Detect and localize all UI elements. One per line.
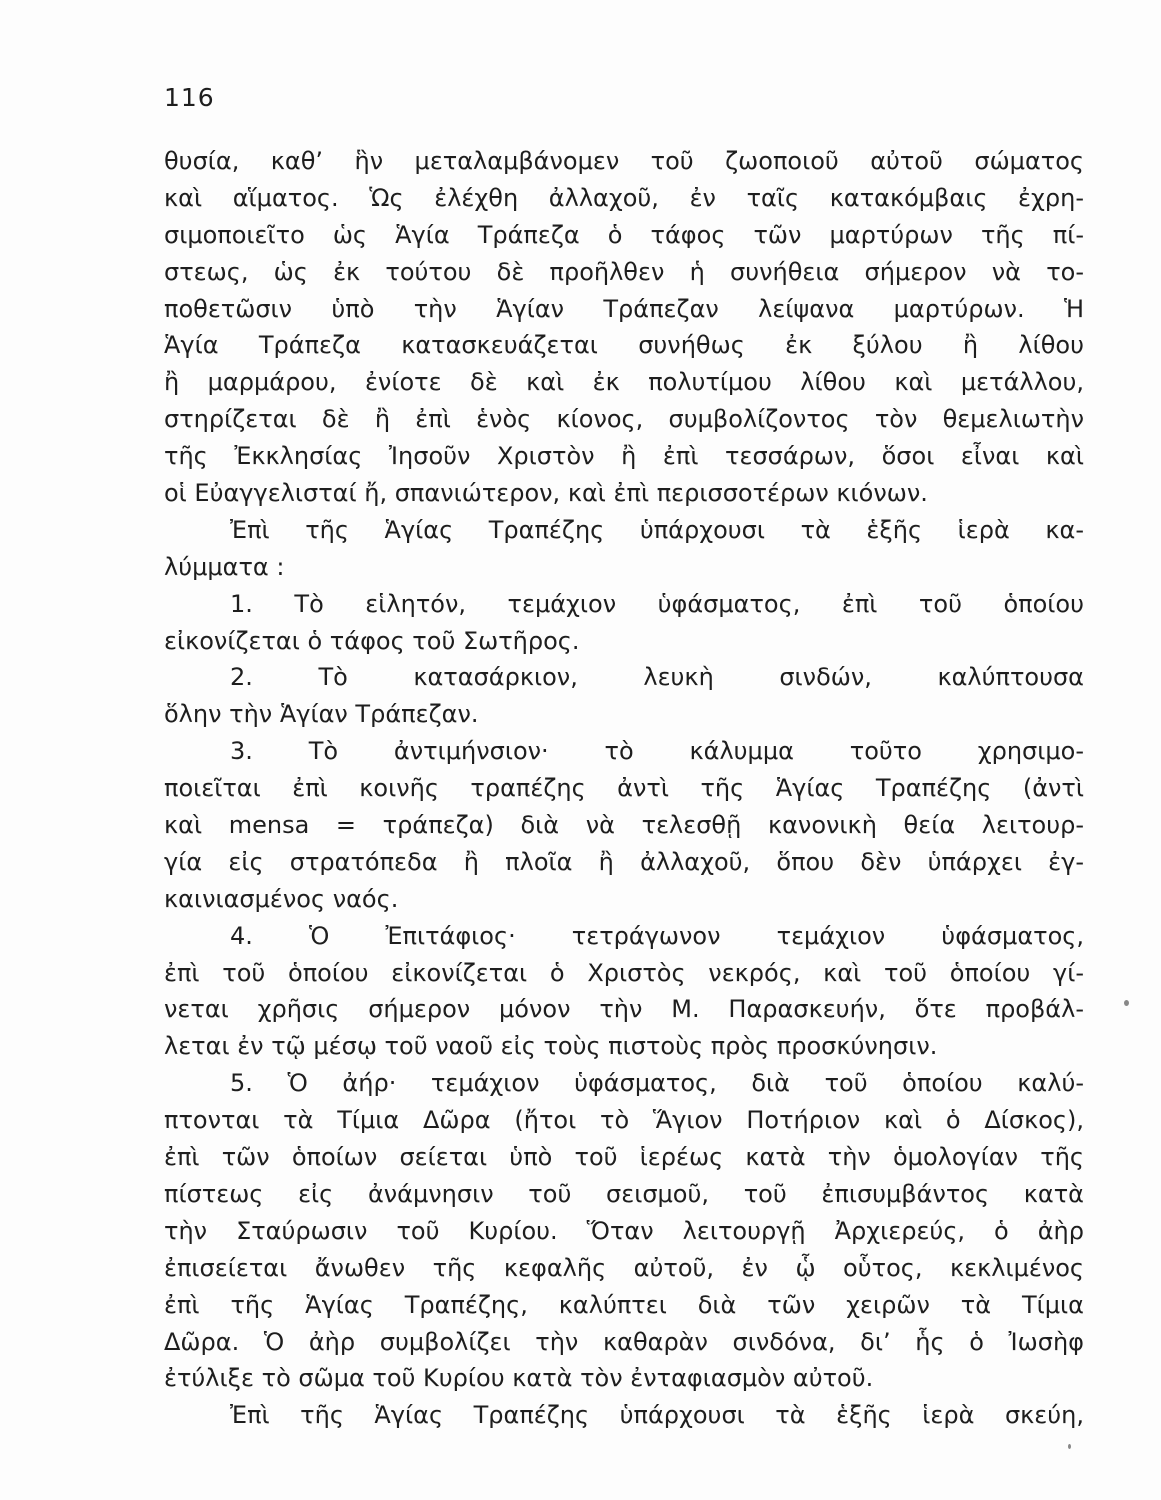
scan-speck xyxy=(1124,1000,1129,1006)
text-line: πτονται τὰ Τίμια Δῶρα (ἤτοι τὸ Ἅγιον Ποτήριον καὶ ὁ Δίσκος), xyxy=(164,1106,1084,1135)
body-text xyxy=(164,143,1084,1434)
text-line: γία εἰς στρατόπεδα ἢ πλοῖα ἢ ἀλλαχοῦ, ὅπου δὲν ὑπάρχει ἐγ- xyxy=(164,847,1084,876)
list-item-2: 2. Τὸ κατασάρκιον, λευκὴ σινδών, καλύπτουσα xyxy=(230,663,1084,692)
list-item-1: 1. Τὸ εἱλητόν, τεμάχιον ὑφάσματος, ἐπὶ τοῦ ὁποίου xyxy=(230,589,1084,618)
text-line: στεως, ὡς ἐκ τούτου δὲ προῆλθεν ἡ συνήθεια σήμερον νὰ το- xyxy=(164,257,1084,286)
text-line: εἰκονίζεται ὁ τάφος τοῦ Σωτῆρος. xyxy=(164,626,580,655)
text-line: τὴν Σταύρωσιν τοῦ Κυρίου. Ὅταν λειτουργῇ Ἀρχιερεύς, ὁ ἀὴρ xyxy=(164,1216,1084,1245)
text-line: πίστεως εἰς ἀνάμνησιν τοῦ σεισμοῦ, τοῦ ἐπισυμβάντος κατὰ xyxy=(164,1179,1084,1208)
page-number: 116 xyxy=(164,83,215,112)
text-line: ὅλην τὴν Ἁγίαν Τράπεζαν. xyxy=(164,700,479,729)
text-line: τῆς Ἐκκλησίας Ἰησοῦν Χριστὸν ἢ ἐπὶ τεσσάρων, ὅσοι εἶναι καὶ xyxy=(164,442,1084,471)
text-line: Δῶρα. Ὁ ἀὴρ συμβολίζει τὴν καθαρὰν σινδόνα, δι’ ἧς ὁ Ἰωσὴφ xyxy=(164,1327,1084,1356)
list-item-4: 4. Ὁ Ἐπιτάφιος· τετράγωνον τεμάχιον ὑφάσματος, xyxy=(230,921,1084,950)
text-line: σιμοποιεῖτο ὡς Ἁγία Τράπεζα ὁ τάφος τῶν μαρτύρων τῆς πί- xyxy=(164,220,1084,249)
text-line: ἐπισείεται ἄνωθεν τῆς κεφαλῆς αὐτοῦ, ἐν ᾧ οὗτος, κεκλιμένος xyxy=(164,1253,1084,1282)
text-line: ποιεῖται ἐπὶ κοινῆς τραπέζης ἀντὶ τῆς Ἁγίας Τραπέζης (ἀντὶ xyxy=(164,774,1084,803)
text-line: ἐπὶ τῶν ὁποίων σείεται ὑπὸ τοῦ ἱερέως κατὰ τὴν ὁμολογίαν τῆς xyxy=(164,1143,1084,1172)
text-line: οἱ Εὐαγγελισταί ἤ, σπανιώτερον, καὶ ἐπὶ περισσοτέρων κιόνων. xyxy=(164,479,928,508)
text-line: Ἁγία Τράπεζα κατασκευάζεται συνήθως ἐκ ξύλου ἢ λίθου xyxy=(164,331,1084,360)
text-line: ἐπὶ τῆς Ἁγίας Τραπέζης, καλύπτει διὰ τῶν χειρῶν τὰ Τίμια xyxy=(164,1290,1084,1319)
text-line: καὶ mensa = τράπεζα) διὰ νὰ τελεσθῇ κανονικὴ θεία λειτουρ- xyxy=(164,811,1084,840)
text-line: λύμματα : xyxy=(164,552,285,581)
text-line: στηρίζεται δὲ ἢ ἐπὶ ἑνὸς κίονος, συμβολίζοντος τὸν θεμελιωτὴν xyxy=(164,405,1084,434)
text-line: θυσία, καθ’ ἣν μεταλαμβάνομεν τοῦ ζωοποιοῦ αὐτοῦ σώματος xyxy=(164,147,1084,175)
text-line: ἐτύλιξε τὸ σῶμα τοῦ Κυρίου κατὰ τὸν ἐνταφιασμὸν αὐτοῦ. xyxy=(164,1364,874,1393)
list-item-3: 3. Τὸ ἀντιμήνσιον· τὸ κάλυμμα τοῦτο χρησιμο- xyxy=(230,737,1084,766)
text-line: ποθετῶσιν ὑπὸ τὴν Ἁγίαν Τράπεζαν λείψανα μαρτύρων. Ἡ xyxy=(164,294,1084,323)
text-line: λεται ἐν τῷ μέσῳ τοῦ ναοῦ εἰς τοὺς πιστοὺς πρὸς προσκύνησιν. xyxy=(164,1032,938,1061)
text-line: ἐπὶ τοῦ ὁποίου εἰκονίζεται ὁ Χριστὸς νεκρός, καὶ τοῦ ὁποίου γί- xyxy=(164,958,1084,987)
paragraph-start: Ἐπὶ τῆς Ἁγίας Τραπέζης ὑπάρχουσι τὰ ἑξῆς ἱερὰ σκεύη, xyxy=(230,1401,1084,1430)
text-line: ἢ μαρμάρου, ἐνίοτε δὲ καὶ ἐκ πολυτίμου λίθου καὶ μετάλλου, xyxy=(164,368,1084,397)
text-line: καὶ αἵματος. Ὡς ἐλέχθη ἀλλαχοῦ, ἐν ταῖς κατακόμβαις ἐχρη- xyxy=(164,183,1084,212)
text-line: νεται χρῆσις σήμερον μόνον τὴν Μ. Παρασκευήν, ὅτε προβάλ- xyxy=(164,995,1084,1024)
paragraph-start: Ἐπὶ τῆς Ἁγίας Τραπέζης ὑπάρχουσι τὰ ἑξῆς ἱερὰ κα- xyxy=(230,515,1084,544)
text-line: καινιασμένος ναός. xyxy=(164,884,399,913)
scan-speck xyxy=(1068,1444,1071,1449)
list-item-5: 5. Ὁ ἀήρ· τεμάχιον ὑφάσματος, διὰ τοῦ ὁποίου καλύ- xyxy=(230,1069,1084,1098)
